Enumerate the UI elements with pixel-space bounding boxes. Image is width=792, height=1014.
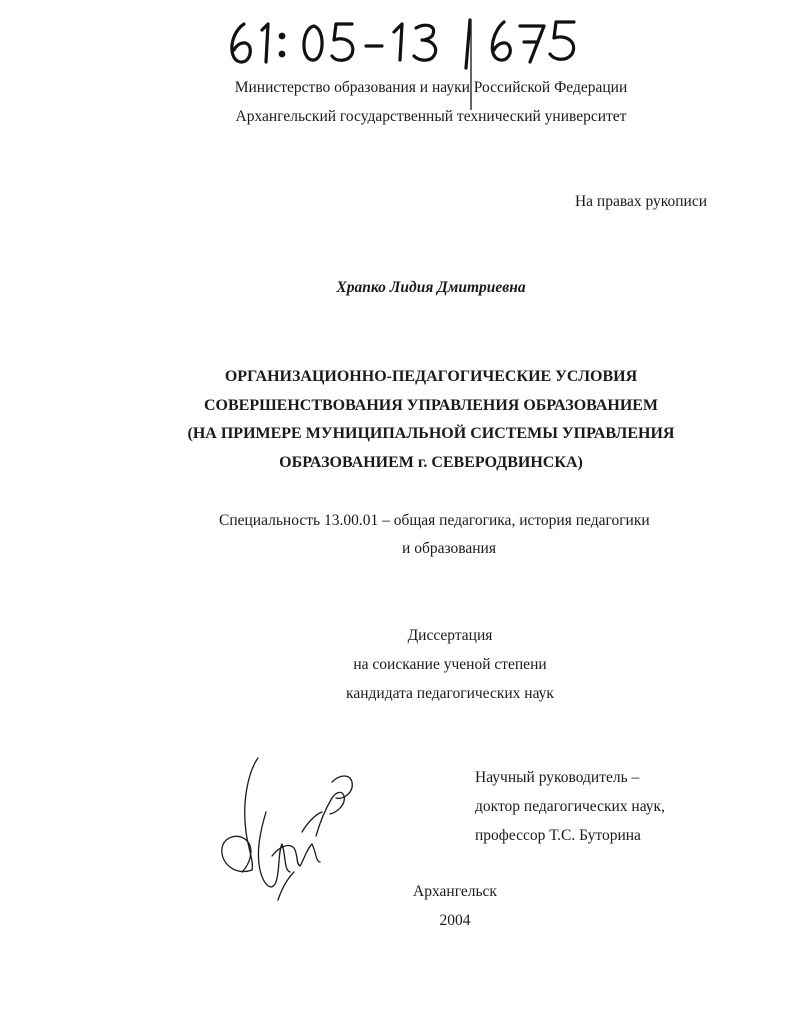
specialty-line: Специальность 13.00.01 – общая педагогика, история педагогики	[219, 512, 650, 529]
author-name: Храпко Лидия Дмитриевна	[336, 279, 526, 296]
handwritten-signature	[212, 752, 360, 907]
handwritten-catalog-number	[222, 10, 582, 74]
specialty-line: и образования	[402, 540, 496, 557]
place-and-year	[405, 877, 505, 935]
supervisor-line: профессор Т.С. Буторина	[475, 827, 641, 844]
city: Архангельск	[413, 883, 497, 900]
dissertation-title	[0, 363, 792, 477]
title-line: (НА ПРИМЕРЕ МУНИЦИПАЛЬНОЙ СИСТЕМЫ УПРАВЛЕНИЯ	[187, 425, 675, 442]
university-name: Архангельский государственный технический университет	[235, 108, 627, 125]
supervisor-line: доктор педагогических наук,	[475, 798, 665, 815]
specialty-block	[219, 507, 699, 563]
manuscript-rights-note: На правах рукописи	[574, 193, 707, 210]
degree-block	[0, 621, 792, 708]
degree-line: Диссертация	[407, 627, 493, 644]
degree-line: на соискание ученой степени	[353, 656, 547, 673]
supervisor-line: Научный руководитель –	[475, 769, 640, 786]
title-line: ОРГАНИЗАЦИОННО-ПЕДАГОГИЧЕСКИЕ УСЛОВИЯ	[224, 368, 638, 385]
title-line: ОБРАЗОВАНИЕМ г. СЕВЕРОДВИНСКА)	[279, 453, 583, 471]
title-line: СОВЕРШЕНСТВОВАНИЯ УПРАВЛЕНИЯ ОБРАЗОВАНИЕМ	[203, 396, 659, 414]
degree-line: кандидата педагогических наук	[346, 685, 554, 702]
supervisor-block	[475, 763, 665, 850]
year: 2004	[439, 912, 471, 929]
ministry-name: Министерство образования и науки Российской Федерации	[234, 79, 628, 96]
